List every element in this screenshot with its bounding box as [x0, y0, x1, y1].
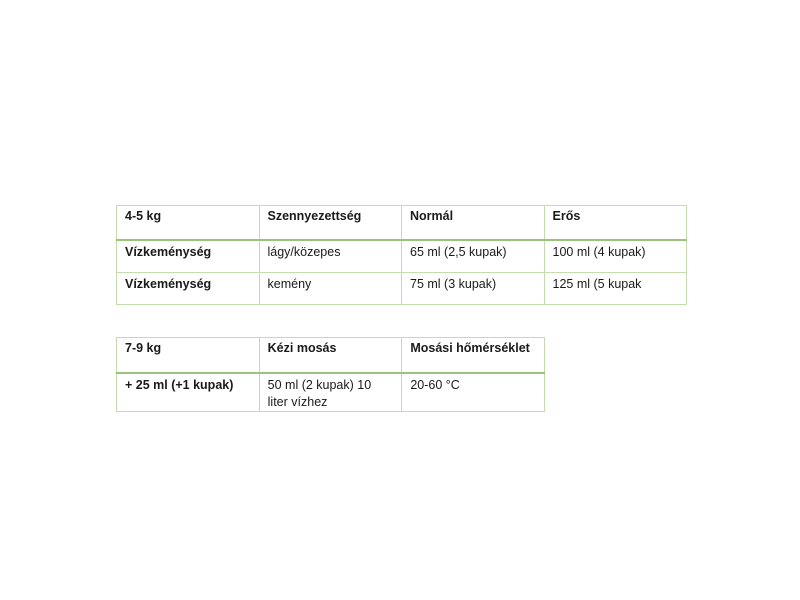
table-cell: 20-60 °C [402, 373, 545, 412]
row-label: + 25 ml (+1 kupak) [117, 373, 260, 412]
header-cell-weight: 7-9 kg [117, 338, 260, 373]
header-cell-hand-wash: Kézi mosás [259, 338, 402, 373]
header-cell-strong: Erős [544, 206, 687, 240]
header-cell-weight: 4-5 kg [117, 206, 260, 240]
table-header-row [117, 206, 687, 240]
table-cell: 75 ml (3 kupak) [402, 273, 545, 305]
header-cell-soiling: Szennyezettség [259, 206, 402, 240]
table-cell: lágy/közepes [259, 240, 402, 273]
table-cell: 100 ml (4 kupak) [544, 240, 687, 273]
header-cell-temperature: Mosási hőmérséklet [402, 338, 545, 373]
row-label: Vízkeménység [117, 240, 260, 273]
dosage-table-7-9kg [116, 337, 545, 412]
table-cell: kemény [259, 273, 402, 305]
table-cell: 65 ml (2,5 kupak) [402, 240, 545, 273]
table-cell: 125 ml (5 kupak [544, 273, 687, 305]
row-label: Vízkeménység [117, 273, 260, 305]
table-cell: 50 ml (2 kupak) 10 liter vízhez [259, 373, 402, 412]
header-cell-normal: Normál [402, 206, 545, 240]
table-row [117, 273, 687, 305]
table-row [117, 240, 687, 273]
dosage-table-4-5kg [116, 205, 687, 305]
table-row [117, 373, 545, 412]
table-header-row [117, 338, 545, 373]
